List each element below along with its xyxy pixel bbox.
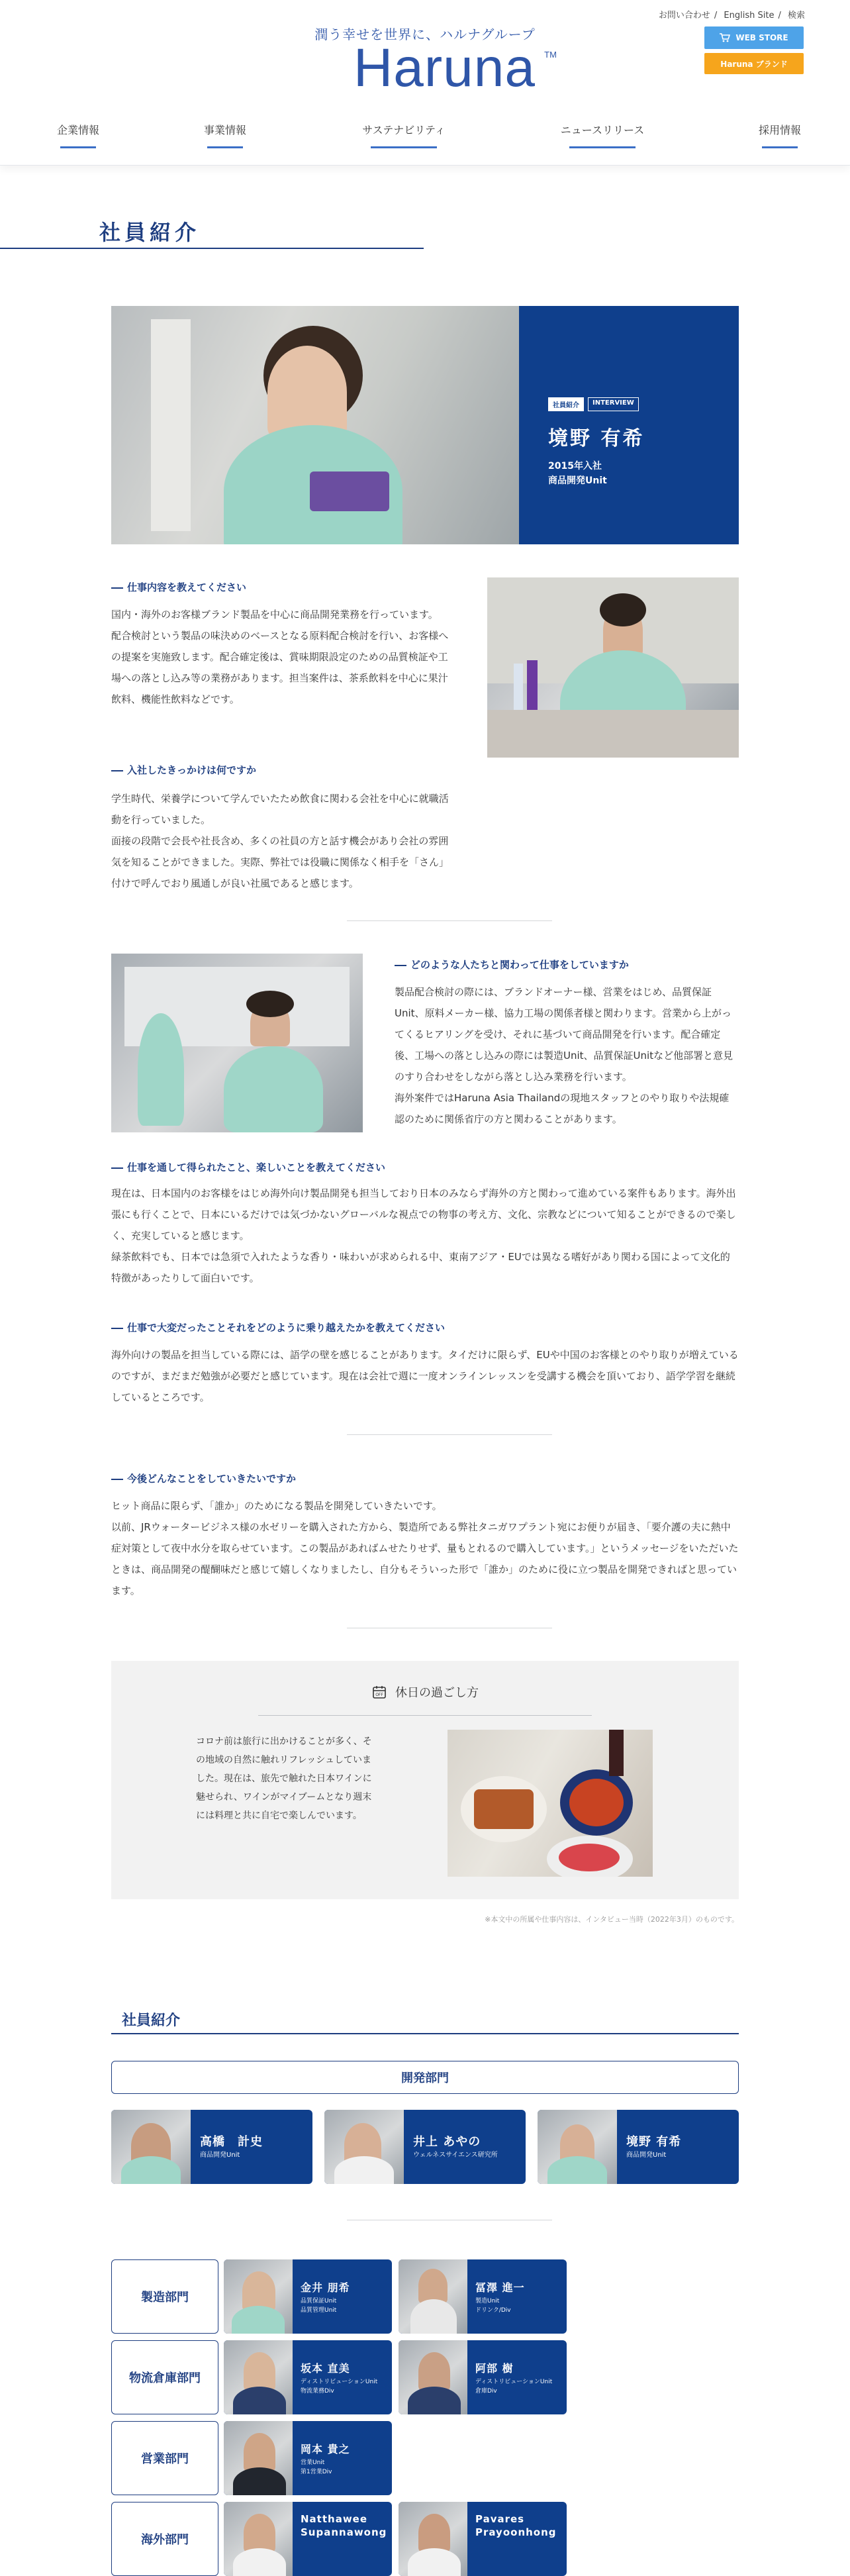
staff-card[interactable] [224,2502,392,2576]
office-photo [487,577,739,758]
holiday-section [111,1661,739,1899]
staff-photo [224,2502,293,2576]
staff-photo [111,2110,191,2184]
webstore-button[interactable]: WEB STORE [704,26,804,49]
dept-button-logistics[interactable]: 物流倉庫部門 [111,2340,218,2414]
english-site-link[interactable]: English Site [724,11,775,21]
answer-text: 製品配合検討の際には、ブランドオーナー様、営業をはじめ、品質保証Unit、原料メーカー様、協力工場の関係者様と関わります。営業から上がってくるヒアリングを受け、それに基づいて商品開発を行います。配合確定後、工場への落とし込みの際には製造Unit、品質保証Unitなど他部署と意見のすり合わせをしながら落とし込み業務を行います。 海外案件ではHaruna Asia Thailandの現地スタッフとのやり取りや法規確認のために関係省庁の方と関わることがあります。 [395,986,733,1125]
staff-dept: ディストリビューションUnit 物流業務Div [301,2379,378,2395]
question-heading: 今後どんなことをしていきたいですか [111,1471,296,1485]
staff-photo [224,2421,293,2495]
staff-photo [224,2259,293,2334]
answer-text: 国内・海外のお客様ブランド製品を中心に商品開発業務を行っています。 配合検討という製品の味決めのベースとなる原料配合検討を行い、お客様への提案を実施致します。配合確定後は、賞味期限設定のための品質検証や工場への落とし込み等の業務があります。担当案件は、茶系飲料を中心に果汁飲料、機能性飲料などです。 [111,609,449,705]
staff-dept: 品質保証Unit 品質管理Unit [301,2298,337,2314]
holiday-text: コロナ前は旅行に出かけることが多く、その地域の自然に触れリフレッシュしていました。現在は、旅先で触れた日本ワインに魅せられ、ワインがマイブームとなり週末には料理と共に自宅で楽しんでいます。 [196,1736,372,1821]
staff-photo [224,2340,293,2414]
staff-dept: 商品開発Unit [200,2152,240,2159]
staff-name: Natthawee Supannawong [301,2513,387,2538]
holiday-divider [258,1715,592,1716]
interview-note: ※本文中の所属や仕事内容は、インタビュー当時（2022年3月）のものです。 [485,1915,739,1924]
calendar-icon [371,1684,387,1700]
employee-dept: 商品開発Unit [548,475,607,486]
nav-business[interactable]: 事業情報 [192,122,258,148]
staff-card[interactable] [224,2340,392,2414]
staff-dept: 商品開発Unit [626,2152,667,2159]
site-header [0,0,850,166]
staff-dept: 製造Unit ドリンク/Div [475,2298,511,2314]
staff-card[interactable] [399,2340,567,2414]
interview-badge: INTERVIEW [588,397,639,411]
staff-photo [538,2110,617,2184]
global-nav [0,122,850,148]
answer-text: ヒット商品に限らず、「誰か」のためになる製品を開発していきたいです。 以前、JRウォータービジネス様の水ゼリーを購入された方から、製造所である弊社タニガワプラント宛にお便りが届き、「要介護の夫に熱中症対策として夜中水分を取らせています。この製品があればムせたりせず、量もとれるので購入しています。」というメッセージをいただいたときは、商品開発の醍醐味だと感じて嬉しくなりましたし、自分もそういった形で「誰か」のために役に立つ製品を開発できればと思っています。 [111,1500,739,1597]
haruna-logo[interactable]: Haruna TM [354,38,557,98]
contact-link[interactable]: お問い合わせ [658,11,710,21]
tagline: 潤う幸せを世界に、ハルナグループ [314,26,536,42]
nav-recruit[interactable]: 採用情報 [747,122,813,148]
staff-card[interactable] [224,2421,392,2495]
question-heading: 仕事で大変だったことそれをどのように乗り越えたかを教えてください [111,1320,445,1334]
nav-news[interactable]: ニュースリリース [549,122,655,148]
staff-dept: ウェルネスサイエンス研究所 [413,2152,498,2159]
question-heading: 仕事を通して得られたこと、楽しいことを教えてください [111,1160,385,1174]
staff-name: 冨澤 進一 [475,2281,525,2294]
staff-name: Pavares Prayoonhong [475,2513,557,2538]
staff-photo [399,2502,467,2576]
staff-dept: ディストリビューションUnit 倉庫Div [475,2379,553,2395]
dept-button-development[interactable]: 開発部門 [111,2061,739,2094]
staff-card[interactable] [224,2259,392,2334]
dept-button-sales[interactable]: 営業部門 [111,2421,218,2495]
staff-card[interactable] [399,2502,567,2576]
staff-card[interactable] [111,2110,312,2184]
category-badge: 社員紹介 [548,397,584,411]
haruna-brand-button[interactable]: Haruna ブランド [704,53,804,74]
staff-name: 井上 あやの [413,2135,481,2149]
cart-icon [720,33,730,42]
hero-banner [111,306,739,544]
svg-text:OFF: OFF [375,1693,383,1697]
answer-text: 学生時代、栄養学について学んでいたため飲食に関わる会社を中心に就職活動を行っていました。 面接の段階で会長や社長含め、多くの社員の方と話す機会があり会社の雰囲気を知ることができました。実際、弊社では役職に関係なく相手を「さん」付けで呼んでおり風通しが良い社風であると感じます。 [111,793,449,889]
hero-info [548,397,644,488]
staff-dept: 営業Unit 第1営業Div [301,2459,332,2475]
question-heading: どのような人たちと関わって仕事をしていますか [395,958,629,971]
staff-card[interactable] [324,2110,526,2184]
staff-name: 坂本 直美 [301,2362,350,2375]
answer-text: 現在は、日本国内のお客様をはじめ海外向け製品開発も担当しており日本のみならず海外の方と関わって進めている案件もあります。海外出張にも行くことで、日本にいるだけでは気づかないグローバルな視点での物事の考え方、文化、宗教などについて知ることができるので楽しく、充実していると感じます。 緑茶飲料でも、日本では急須で入れたような香り・味わいが求められる中、東南アジア・EUでは異なる嗜好があり関わる国によって文化的特徴があったりして面白いです。 [111,1187,736,1284]
staff-section-title: 社員紹介 [122,2012,181,2029]
staff-photo [324,2110,404,2184]
lab-photo [111,954,363,1132]
divider [347,1434,552,1435]
page-title: 社員紹介 [99,220,201,245]
answer-text: 海外向けの製品を担当している際には、語学の壁を感じることがあります。タイだけに限らず、EUや中国のお客様とのやり取りが増えているのですが、まだまだ勉強が必要だと感じています。現在は会社で週に一度オンラインレッスンを受講する機会を頂いており、語学学習を継続しているところです。 [111,1349,739,1403]
question-heading: 入社したきっかけは何ですか [111,763,256,777]
search-link[interactable]: 検索 [787,11,805,21]
staff-name: 金井 朋希 [301,2281,350,2294]
hero-photo [111,306,519,544]
staff-name: 高橋 計史 [200,2135,263,2149]
staff-photo [399,2340,467,2414]
title-underline [0,248,424,249]
staff-name: 岡本 貴之 [301,2443,350,2455]
staff-card[interactable] [399,2259,567,2334]
divider [347,920,552,921]
utility-links: お問い合わせ / English Site / 検索 [658,11,805,21]
holiday-title: OFF 休日の過ごし方 [258,1683,592,1701]
nav-corporate[interactable]: 企業情報 [45,122,111,148]
dept-button-manufacturing[interactable]: 製造部門 [111,2259,218,2334]
staff-title-underline [111,2033,739,2034]
staff-photo [399,2259,467,2334]
staff-name: 境野 有希 [626,2135,682,2149]
employee-name: 境野 有希 [548,427,645,450]
join-year: 2015年入社 [548,461,602,471]
holiday-photo [448,1730,653,1877]
dept-button-overseas[interactable]: 海外部門 [111,2502,218,2576]
staff-name: 阿部 樹 [475,2362,514,2375]
nav-sustainability[interactable]: サステナビリティ [351,122,457,148]
question-heading: 仕事内容を教えてください [111,580,246,594]
staff-card[interactable] [538,2110,739,2184]
